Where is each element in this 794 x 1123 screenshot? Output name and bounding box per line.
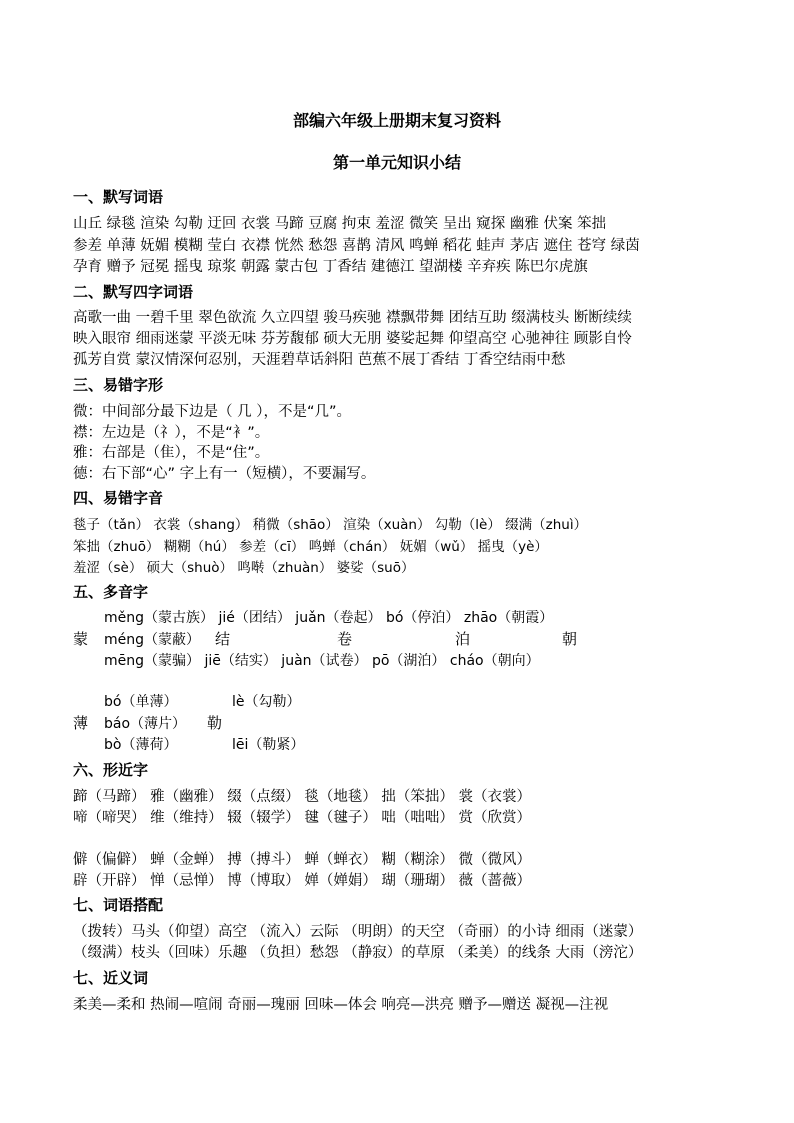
- polyphone-char: 蒙: [73, 630, 89, 648]
- text-line: 德：右下部“心” 字上有一（短横），不要漏写。: [73, 466, 376, 482]
- polyphone-char: 结: [215, 630, 231, 648]
- text-line: 啼（啼哭） 维（维持） 辍（辍学） 毽（毽子） 咄（咄咄） 赏（欣赏）: [73, 810, 532, 826]
- page-subtitle: 第一单元知识小结: [332, 153, 461, 172]
- text-line: 辟（开辟） 惮（忌惮） 博（博取） 婵（婵娟） 瑚（珊瑚） 薇（蔷薇）: [73, 873, 532, 889]
- text-line: 映入眼帘 细雨迷蒙 平淡无味 芬芳馥郁 硕大无朋 婆娑起舞 仰望高空 心驰神往 顾影自怜: [73, 331, 632, 347]
- pinyin-entry: méng（蒙蔽）: [104, 632, 201, 648]
- text-line: 柔美—柔和 热闹—喧闹 奇丽—瑰丽 回味—体会 响亮—洪亮 赠予—赠送 凝视—注视: [73, 997, 609, 1013]
- text-line: 羞涩（sè） 硕大（shuò） 鸣啭（zhuàn） 婆娑（suō）: [73, 560, 415, 576]
- section-heading-4: 四、易错字音: [73, 489, 164, 507]
- text-line: 孕育 赠予 冠冕 摇曳 琼浆 朝露 蒙古包 丁香结 建德江 望湖楼 辛弃疾 陈巴尔虎旗: [73, 259, 588, 275]
- section-heading-7: 七、词语搭配: [73, 896, 164, 914]
- polyphone-char: 薄: [73, 714, 89, 732]
- section-heading-1: 一、默写词语: [73, 188, 164, 206]
- pinyin-entry: bó（单薄）: [104, 694, 178, 710]
- text-line: 微：中间部分最下边是（ 几 ），不是“几”。: [73, 404, 351, 420]
- pinyin-entry: lēi（勒紧）: [232, 737, 305, 753]
- text-line: 雅：右部是（隹），不是“住”。: [73, 445, 270, 461]
- pinyin-entry: bò（薄荷）: [104, 737, 178, 753]
- text-line: 蹄（马蹄） 雅（幽雅） 缀（点缀） 毯（地毯） 拙（笨拙） 裳（衣裳）: [73, 789, 532, 805]
- text-line: 笨拙（zhuō） 糊糊（hú） 参差（cī） 鸣蝉（chán） 妩媚（wǔ） 摇曳（yè）: [73, 539, 548, 555]
- text-line: 参差 单薄 妩媚 模糊 莹白 衣襟 恍然 愁怨 喜鹊 清风 鸣蝉 稻花 蛙声 茅店 遮住 苍穹 绿茵: [73, 238, 640, 254]
- section-heading-6: 六、形近字: [73, 761, 149, 779]
- pinyin-entry: lè（勾勒）: [232, 694, 301, 710]
- section-heading-8: 七、近义词: [73, 969, 149, 987]
- text-line: 毯子（tǎn） 衣裳（shang） 稍微（shāo） 渲染（xuàn） 勾勒（lè） 缀满（zhuì）: [73, 517, 588, 533]
- text-line: （拨转）马头（仰望）高空 （流入）云际 （明朗）的天空 （奇丽）的小诗 细雨（迷蒙）: [73, 924, 643, 940]
- text-line: 僻（偏僻） 蝉（金蝉） 搏（搏斗） 蝉（蝉衣） 糊（糊涂） 微（微风）: [73, 852, 532, 868]
- pinyin-row-bottom: mēng（蒙骗） jiē（结实） juàn（试卷） pō（湖泊） cháo（朝向）: [104, 653, 540, 669]
- text-line: 孤芳自赏 蒙汉情深何忍别，天涯碧草话斜阳 芭蕉不展丁香结 丁香空结雨中愁: [73, 352, 566, 368]
- polyphone-char: 卷: [337, 630, 353, 648]
- section-heading-5: 五、多音字: [73, 583, 149, 601]
- text-line: 高歌一曲 一碧千里 翠色欲流 久立四望 骏马疾驰 襟飘带舞 团结互助 缀满枝头 断断续续: [73, 310, 632, 326]
- section-heading-2: 二、默写四字词语: [73, 283, 194, 301]
- text-line: （缀满）枝头（回味）乐趣 （负担）愁怨 （静寂）的草原 （柔美）的线条 大雨（滂沱）: [73, 945, 643, 961]
- text-line: 襟：左边是（礻），不是“衤”。: [73, 425, 270, 441]
- pinyin-row-top: měng（蒙古族） jié（团结） juǎn（卷起） bó（停泊） zhāo（朝霞）: [104, 610, 554, 626]
- section-heading-3: 三、易错字形: [73, 376, 164, 394]
- polyphone-char: 勒: [207, 714, 223, 732]
- polyphone-char: 朝: [562, 630, 578, 648]
- text-line: 山丘 绿毯 渲染 勾勒 迂回 衣裳 马蹄 豆腐 拘束 羞涩 微笑 呈出 窥探 幽雅 伏案 笨拙: [73, 216, 607, 232]
- pinyin-entry: báo（薄片）: [104, 716, 187, 732]
- polyphone-char: 泊: [455, 630, 471, 648]
- page-title: 部编六年级上册期末复习资料: [292, 111, 501, 130]
